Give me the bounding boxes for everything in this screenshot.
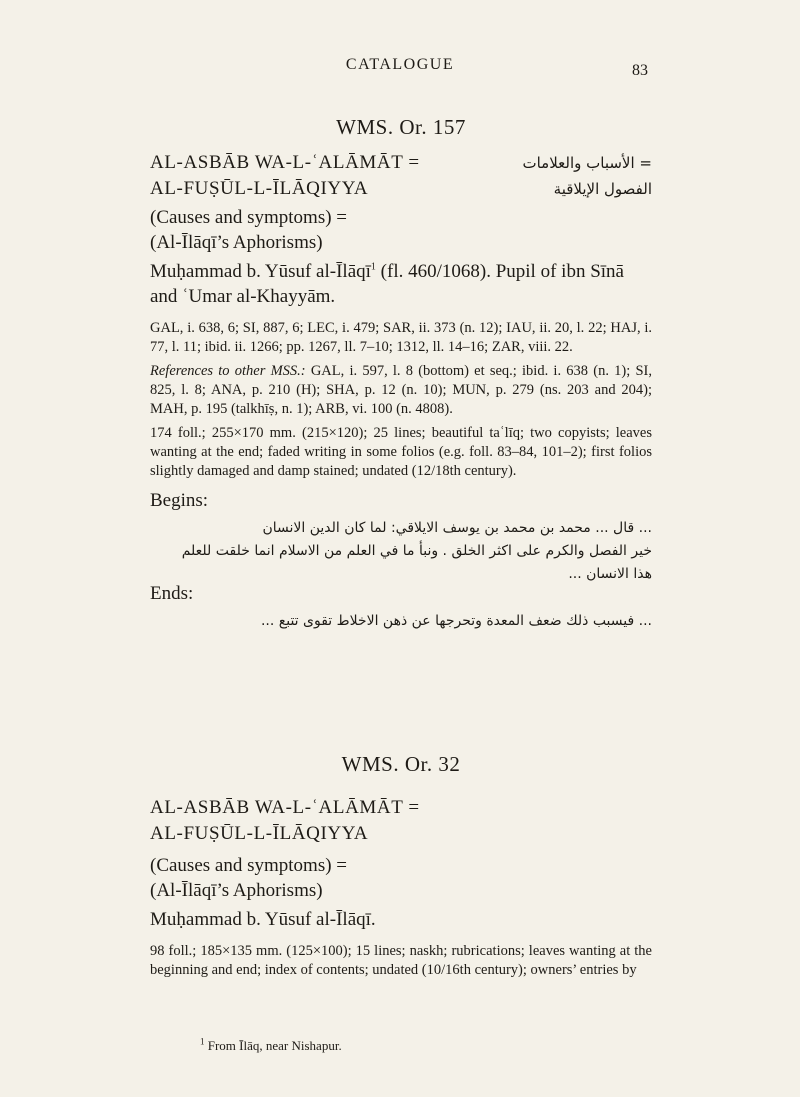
entry-1-subtitle-line-2: (Al-Īlāqī’s Aphorisms): [150, 232, 323, 253]
entry-1-other-refs-text: GAL, i. 597, l. 8 (bottom) et seq.; ibid. i. 638 (n. 1); SI, 825, l. 8; ANA, p. 210 (H); SHA, p. 12 (n. 10); MUN, p. 279 (ns. 203 and 204); MAH, p. 195 (talkhīṣ, n. 1); ARB, vi. 100 (n. 4808).: [150, 363, 652, 417]
entry-1-ends-label: Ends:: [150, 583, 194, 604]
entry-1-shelfmark: WMS. Or. 157: [336, 115, 466, 139]
entry-1-author: [150, 259, 652, 309]
entry-1-subtitle-line-1: (Causes and symptoms) =: [150, 207, 348, 228]
page-number: 83: [632, 62, 648, 79]
footnote-reference: 1: [370, 261, 376, 273]
entry-1-begins-line-1: ... قال ... محمد بن محمد بن يوسف الايلاقي: لما كان الدين الانسان: [262, 520, 652, 536]
entry-1-ends-line: ... فيسبب ذلك ضعف المعدة وتحرجها عن ذهن الاخلاط تقوى تتبع ...: [260, 613, 652, 629]
entry-1: [150, 150, 652, 633]
entry-1-title-row-2: [150, 176, 652, 202]
footnote: [200, 1038, 342, 1054]
entry-1-begins-line-3: هذا الانسان ...: [568, 566, 652, 582]
entry-1-other-references: [150, 362, 652, 419]
entry-1-arabic-title-line-2: الفصول الإيلاقية: [553, 180, 652, 198]
entry-1-description: 174 foll.; 255×170 mm. (215×120); 25 lines; beautiful taʿlīq; two copyists; leaves wanting at the end; faded writing in some folios (e.g. foll. 83–84, 101–2); first folios slightly damaged and damp stained; undated (12/18th century).: [150, 425, 652, 479]
entry-2: [150, 795, 652, 980]
entry-2-subtitle-line-1: (Causes and symptoms) =: [150, 855, 348, 876]
entry-2-shelfmark: WMS. Or. 32: [341, 752, 461, 776]
entry-1-title-row-1: [150, 150, 652, 176]
entry-1-arabic-title-line-1: = الأسباب والعلامات: [522, 154, 652, 172]
footnote-mark: 1: [200, 1036, 205, 1047]
entry-1-begins-line-2: خير الفصل والكرم على اكثر الخلق . ونبأ ما في العلم من الاسلام انما خلقت للعلم: [181, 543, 652, 559]
entry-1-author-details: (fl. 460/1068). Pupil of ibn Sīnā and ʿUmar al-Khayyām.: [150, 261, 624, 307]
entry-2-author: Muḥammad b. Yūsuf al-Īlāqī.: [150, 909, 376, 930]
entry-2-title-line-2: AL-FUṢŪL-L-ĪLĀQIYYA: [150, 823, 369, 844]
entry-1-begins-label: Begins:: [150, 490, 209, 511]
entry-2-description: 98 foll.; 185×135 mm. (125×100); 15 lines; naskh; rubrications; leaves wanting at the beginning and end; index of contents; undated (10/16th century); owners’ entries by: [150, 943, 652, 978]
entry-2-title-line-1: AL-ASBĀB WA-L-ʿALĀMĀT =: [150, 797, 420, 818]
entry-1-other-refs-label: References to other MSS.:: [150, 363, 306, 379]
entry-1-title-line-1: AL-ASBĀB WA-L-ʿALĀMĀT =: [150, 152, 420, 173]
entry-1-author-name: Muḥammad b. Yūsuf al-Īlāqī: [150, 261, 371, 282]
running-head: CATALOGUE: [345, 56, 455, 73]
entry-1-title-line-2: AL-FUṢŪL-L-ĪLĀQIYYA: [150, 178, 369, 199]
footnote-text: From Īlāq, near Nishapur.: [204, 1038, 342, 1053]
entry-2-subtitle-line-2: (Al-Īlāqī’s Aphorisms): [150, 880, 323, 901]
entry-1-references: GAL, i. 638, 6; SI, 887, 6; LEC, i. 479; SAR, ii. 373 (n. 12); IAU, ii. 20, l. 22; HAJ, i. 77, l. 11; ibid. ii. 1266; pp. 1267, ll. 7–10; 1312, ll. 14–16; ZAR, viii. 22.: [150, 320, 652, 355]
